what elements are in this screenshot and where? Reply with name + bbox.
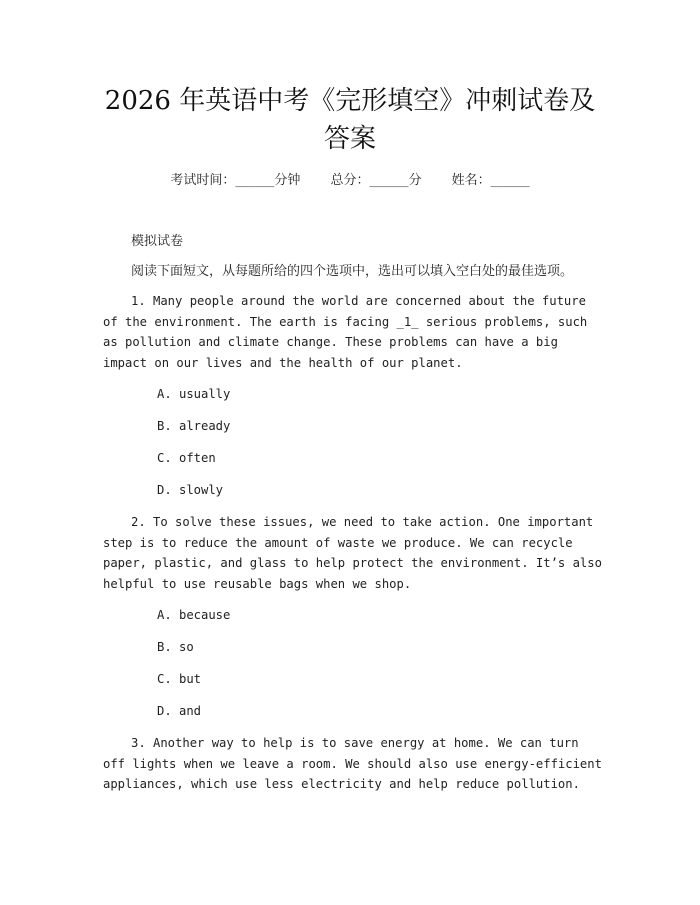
question-1-option-b	[157, 419, 230, 433]
option-text: so	[179, 640, 194, 654]
option-letter: C.	[157, 672, 172, 686]
section-title: 模拟试卷	[131, 234, 184, 249]
question-3-text: 3. Another way to help is to save energy at home. We can turn off lights when we leave a room. We should also use energy-efficient appliances, which use less electricity and help reduce pollution.	[103, 736, 602, 792]
option-letter: D.	[157, 704, 172, 718]
option-text: often	[179, 451, 216, 465]
score-label: 总分：	[330, 173, 370, 188]
question-2-option-a	[157, 608, 230, 622]
option-text: and	[179, 704, 202, 718]
exam-meta	[0, 169, 700, 188]
question-2-option-c	[157, 672, 201, 686]
question-2-text: 2. To solve these issues, we need to take action. One important step is to reduce the amount of waste we produce. We can recycle paper, plastic, and glass to help protect the environment. It’s also helpful to use reusable bags when we shop.	[103, 515, 602, 591]
option-text: because	[179, 608, 231, 622]
question-2-option-b	[157, 640, 194, 654]
instructions: 阅读下面短文，从每题所给的四个选项中，选出可以填入空白处的最佳选项。	[131, 264, 574, 279]
score-blank: ______	[369, 173, 409, 188]
page-title: 2026 年英语中考《完形填空》冲刺试卷及答案	[104, 86, 596, 154]
question-2-option-d	[157, 704, 201, 718]
name-label: 姓名：	[451, 173, 491, 188]
question-1-option-d	[157, 483, 223, 497]
time-unit: 分钟	[274, 173, 301, 188]
option-letter: C.	[157, 451, 172, 465]
option-text: but	[179, 672, 202, 686]
name-blank: ______	[490, 173, 530, 188]
option-letter: B.	[157, 640, 172, 654]
option-letter: A.	[157, 387, 172, 401]
option-text: usually	[179, 387, 231, 401]
option-text: slowly	[179, 483, 224, 497]
option-text: already	[179, 419, 231, 433]
score-unit: 分	[408, 173, 422, 188]
time-blank: ______	[235, 173, 275, 188]
question-1-text: 1. Many people around the world are concerned about the future of the environment. The earth is facing _1_ serious problems, such as pollution and climate change. These problems can have a big impact on our lives and the health of our planet.	[103, 294, 588, 370]
option-letter: A.	[157, 608, 172, 622]
question-1-option-c	[157, 451, 216, 465]
time-label: 考试时间：	[170, 173, 236, 188]
option-letter: D.	[157, 483, 172, 497]
question-1-option-a	[157, 387, 230, 401]
option-letter: B.	[157, 419, 172, 433]
